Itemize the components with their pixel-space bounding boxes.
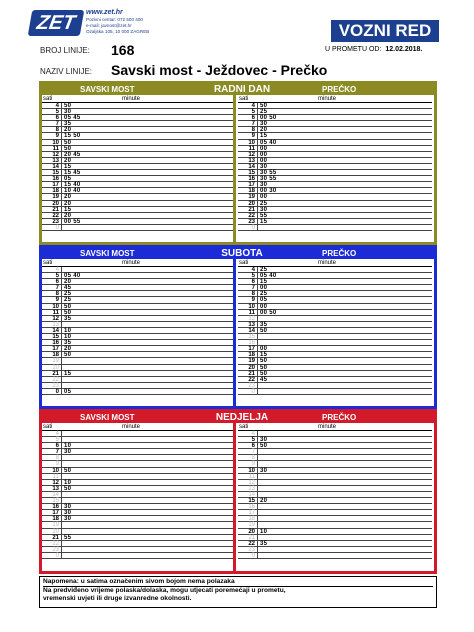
hour-cell: 9 xyxy=(55,461,59,468)
hour-cell: 9 xyxy=(251,461,255,468)
hour-cell: 15 xyxy=(248,170,255,177)
minutes-cell: 25 xyxy=(260,200,268,207)
minutes-cell: 30 55 xyxy=(260,176,277,183)
hour-cell: 11 xyxy=(248,309,255,316)
hour-cell: 10 xyxy=(248,467,255,474)
timetable-left xyxy=(42,95,236,242)
hour-cell: 18 xyxy=(52,188,59,195)
hour-cell: 10 xyxy=(248,303,255,310)
hour-cell: 21 xyxy=(248,370,255,377)
minutes-cell: 05 40 xyxy=(260,273,277,280)
minutes-cell: 50 xyxy=(64,467,72,474)
minutes-cell: 00 50 xyxy=(260,115,277,122)
minutes-cell: 30 xyxy=(64,449,72,456)
hour-cell: 8 xyxy=(251,455,255,462)
hour-cell: 0 xyxy=(55,388,59,395)
hour-cell: 14 xyxy=(248,163,255,170)
page-title: VOZNI RED xyxy=(331,20,439,42)
minutes-cell: 20 xyxy=(64,212,72,219)
hour-cell: 17 xyxy=(248,182,255,189)
hour-cell: 12 xyxy=(52,479,59,486)
hour-cell: 13 xyxy=(52,157,59,164)
hour-cell: 12 xyxy=(52,151,59,158)
row-divider xyxy=(257,225,258,231)
minutes-cell: 30 xyxy=(64,510,72,517)
minutes-cell: 35 xyxy=(64,121,72,128)
hour-cell: 6 xyxy=(55,115,59,122)
minutes-cell: 20 xyxy=(260,498,268,505)
hour-cell: 13 xyxy=(248,485,255,492)
hour-cell: 18 xyxy=(52,516,59,523)
minutes-cell: 00 50 xyxy=(260,309,277,316)
hour-cell: 8 xyxy=(55,455,59,462)
minutes-cell: 50 xyxy=(64,303,72,310)
minutes-cell: 30 55 xyxy=(260,170,277,177)
minutes-cell: 25 xyxy=(64,291,72,298)
hour-cell: 13 xyxy=(248,321,255,328)
minutes-cell: 25 xyxy=(64,297,72,304)
hour-cell: 15 xyxy=(52,334,59,341)
website-link[interactable]: www.zet.hr xyxy=(86,9,123,16)
day-type-title: SUBOTA xyxy=(221,248,263,259)
hour-cell: 11 xyxy=(248,145,255,152)
hour-cell: 7 xyxy=(55,121,59,128)
hour-cell: 14 xyxy=(52,491,59,498)
valid-from-label: U PROMETU OD: xyxy=(325,46,382,53)
hour-cell: 19 xyxy=(248,358,255,365)
hour-cell: 12 xyxy=(248,479,255,486)
hour-cell: 12 xyxy=(248,151,255,158)
minutes-cell: 10 40 xyxy=(64,188,81,195)
minutes-cell: 00 xyxy=(260,285,268,292)
section-header xyxy=(42,248,434,259)
minutes-cell: 15 xyxy=(260,133,268,140)
hour-cell: 9 xyxy=(55,297,59,304)
day-type-title: RADNI DAN xyxy=(213,84,271,95)
hour-cell: 20 xyxy=(52,200,59,207)
hour-cell: 19 xyxy=(248,522,255,529)
minutes-cell: 25 xyxy=(260,109,268,116)
minutes-cell: 00 xyxy=(260,194,268,201)
hour-cell: 21 xyxy=(52,206,59,213)
hour-cell: 0 xyxy=(251,224,255,231)
minutes-column-label: minute xyxy=(318,96,337,102)
minutes-cell: 15 xyxy=(260,352,268,359)
column-header xyxy=(42,95,233,103)
minutes-column-label: minute xyxy=(318,424,337,430)
hour-cell: 6 xyxy=(55,443,59,450)
section-saturday xyxy=(39,245,437,409)
minutes-cell: 15 50 xyxy=(64,133,81,140)
hour-cell: 17 xyxy=(52,182,59,189)
hour-cell: 8 xyxy=(55,291,59,298)
minutes-cell: 35 xyxy=(64,315,72,322)
hour-cell: 12 xyxy=(52,315,59,322)
hour-cell: 20 xyxy=(52,364,59,371)
hour-cell: 19 xyxy=(248,194,255,201)
hour-column-label: sati xyxy=(239,260,249,266)
timetable-row xyxy=(42,553,233,559)
hour-cell: 4 xyxy=(251,431,255,437)
minutes-cell: 50 xyxy=(260,443,268,450)
contact-email[interactable]: e-mail: javnost@zet.hr xyxy=(86,23,132,28)
minutes-column-label: minute xyxy=(122,96,141,102)
minutes-cell: 15 xyxy=(260,279,268,286)
minutes-cell: 15 45 xyxy=(64,170,81,177)
timetable-row xyxy=(238,225,432,231)
minutes-cell: 35 xyxy=(64,340,72,347)
minutes-cell: 30 xyxy=(64,504,72,511)
hour-cell: 6 xyxy=(251,115,255,122)
hour-cell: 13 xyxy=(52,485,59,492)
left-stop-name: SAVSKI MOST xyxy=(80,249,135,258)
hour-cell: 11 xyxy=(248,473,255,480)
minutes-cell: 05 xyxy=(64,388,72,395)
hour-cell: 4 xyxy=(55,103,59,109)
hour-cell: 10 xyxy=(52,467,59,474)
hour-cell: 9 xyxy=(55,133,59,140)
minutes-cell: 30 xyxy=(260,467,268,474)
right-stop-name: PREČKO xyxy=(322,413,357,422)
minutes-cell: 20 xyxy=(64,157,72,164)
hour-cell: 23 xyxy=(248,382,255,389)
hour-cell: 13 xyxy=(52,321,59,328)
minutes-cell: 50 xyxy=(260,103,268,109)
hour-cell: 16 xyxy=(248,340,255,347)
minutes-cell: 20 xyxy=(64,279,72,286)
hour-cell: 6 xyxy=(251,279,255,286)
column-header xyxy=(42,259,233,267)
hour-column-label: sati xyxy=(239,96,249,102)
minutes-cell: 50 xyxy=(260,364,268,371)
minutes-cell: 10 xyxy=(64,479,72,486)
minutes-cell: 55 xyxy=(260,212,268,219)
minutes-cell: 30 xyxy=(260,163,268,170)
hour-cell: 17 xyxy=(52,510,59,517)
minutes-cell: 50 xyxy=(64,145,72,152)
timetable-row xyxy=(238,553,432,559)
timetable-row xyxy=(238,389,432,395)
hour-cell: 17 xyxy=(52,346,59,353)
timetable-right xyxy=(238,259,432,406)
minutes-cell: 55 xyxy=(64,534,72,541)
minutes-cell: 20 xyxy=(64,200,72,207)
hour-cell: 7 xyxy=(55,449,59,456)
hour-cell: 18 xyxy=(52,352,59,359)
hour-column-label: sati xyxy=(43,96,53,102)
hour-cell: 7 xyxy=(251,449,255,456)
minutes-cell: 10 xyxy=(64,443,72,450)
hour-cell: 6 xyxy=(251,443,255,450)
minutes-cell: 20 45 xyxy=(64,151,81,158)
hour-cell: 18 xyxy=(248,516,255,523)
hour-cell: 21 xyxy=(248,206,255,213)
minutes-cell: 20 xyxy=(64,346,72,353)
hour-cell: 11 xyxy=(52,145,59,152)
minutes-cell: 00 xyxy=(260,303,268,310)
minutes-cell: 00 xyxy=(260,346,268,353)
hour-column-label: sati xyxy=(43,260,53,266)
hour-cell: 23 xyxy=(52,546,59,553)
minutes-cell: 05 40 xyxy=(260,139,277,146)
minutes-cell: 50 xyxy=(260,358,268,365)
route-number-label: BROJ LINIJE: xyxy=(40,46,90,55)
hour-cell: 4 xyxy=(55,431,59,437)
timetable-left xyxy=(42,259,236,406)
column-header xyxy=(238,95,432,103)
hour-cell: 4 xyxy=(251,267,255,273)
timetable-right xyxy=(238,423,432,571)
minutes-cell: 30 xyxy=(260,182,268,189)
hour-cell: 8 xyxy=(251,127,255,134)
minutes-cell: 00 xyxy=(260,145,268,152)
hour-cell: 7 xyxy=(55,285,59,292)
row-divider xyxy=(61,225,62,231)
contact-phone: Pozivni centar: 072 500 400 xyxy=(86,17,143,22)
minutes-cell: 05 xyxy=(64,176,72,183)
hour-cell: 14 xyxy=(248,491,255,498)
minutes-cell: 50 xyxy=(64,139,72,146)
right-stop-name: PREČKO xyxy=(322,249,357,258)
section-header xyxy=(42,412,434,423)
minutes-cell: 20 xyxy=(64,127,72,134)
hour-cell: 15 xyxy=(52,170,59,177)
note-disruptions-1: Na predviđeno vrijeme polaska/dolaska, mogu utjecati poremećaji u prometu, xyxy=(43,586,286,594)
hour-cell: 0 xyxy=(55,224,59,231)
minutes-cell: 00 xyxy=(260,157,268,164)
hour-column-label: sati xyxy=(43,424,53,430)
hour-cell: 5 xyxy=(55,109,59,116)
hour-cell: 16 xyxy=(248,504,255,511)
hour-cell: 5 xyxy=(251,437,255,444)
hour-cell: 10 xyxy=(52,139,59,146)
minutes-cell: 45 xyxy=(260,376,268,383)
hour-cell: 21 xyxy=(52,534,59,541)
minutes-cell: 30 xyxy=(64,109,72,116)
row-divider xyxy=(61,389,62,395)
hour-cell: 17 xyxy=(248,510,255,517)
minutes-cell: 30 xyxy=(260,121,268,128)
route-name-label: NAZIV LINIJE: xyxy=(40,67,93,76)
minutes-cell: 30 xyxy=(260,206,268,213)
minutes-cell: 10 xyxy=(260,528,268,535)
hour-cell: 18 xyxy=(248,352,255,359)
hour-cell: 21 xyxy=(52,370,59,377)
column-header xyxy=(42,423,233,431)
hour-cell: 15 xyxy=(52,498,59,505)
hour-cell: 18 xyxy=(248,188,255,195)
hour-cell: 5 xyxy=(55,273,59,280)
hour-cell: 0 xyxy=(55,552,59,559)
minutes-cell: 50 xyxy=(64,485,72,492)
hour-cell: 21 xyxy=(248,534,255,541)
minutes-cell: 20 xyxy=(64,194,72,201)
valid-from-date: 12.02.2018. xyxy=(385,46,423,53)
minutes-cell: 50 xyxy=(260,370,268,377)
minutes-cell: 05 45 xyxy=(64,115,81,122)
contact-address: Ozaljska 105, 10 000 ZAGREB xyxy=(86,29,150,34)
timetable-right xyxy=(238,95,432,242)
hour-cell: 4 xyxy=(55,267,59,273)
note-disruptions-2: vremenski uvjeti ili druge izvanredne okolnosti. xyxy=(43,594,192,602)
minutes-cell: 15 xyxy=(64,206,72,213)
hour-cell: 23 xyxy=(248,218,255,225)
minutes-cell: 30 xyxy=(260,437,268,444)
hour-cell: 14 xyxy=(52,163,59,170)
route-name: Savski most - Ježdovec - Prečko xyxy=(111,62,328,78)
hour-cell: 12 xyxy=(248,315,255,322)
minutes-column-label: minute xyxy=(318,260,337,266)
hour-cell: 23 xyxy=(52,382,59,389)
left-stop-name: SAVSKI MOST xyxy=(80,413,135,422)
day-type-title: NEDJELJA xyxy=(215,412,269,423)
hour-cell: 23 xyxy=(248,546,255,553)
minutes-cell: 45 xyxy=(64,285,72,292)
hour-cell: 20 xyxy=(248,528,255,535)
row-divider xyxy=(257,553,258,559)
left-stop-name: SAVSKI MOST xyxy=(80,85,135,94)
minutes-cell: 05 40 xyxy=(64,273,81,280)
hour-cell: 22 xyxy=(248,212,255,219)
hour-cell: 19 xyxy=(52,522,59,529)
hour-cell: 22 xyxy=(248,540,255,547)
hour-cell: 7 xyxy=(251,285,255,292)
hour-cell: 20 xyxy=(248,200,255,207)
minutes-column-label: minute xyxy=(122,260,141,266)
timetable-left xyxy=(42,423,236,571)
route-number: 168 xyxy=(111,42,135,58)
hour-cell: 22 xyxy=(52,540,59,547)
minutes-cell: 15 xyxy=(260,218,268,225)
note-gray-hours: Napomena: u satima označenim sivom bojom nema polazaka xyxy=(43,578,433,587)
column-header xyxy=(238,423,432,431)
minutes-cell: 35 xyxy=(260,540,268,547)
hour-cell: 7 xyxy=(251,121,255,128)
hour-cell: 6 xyxy=(55,279,59,286)
notes-box xyxy=(39,576,437,608)
section-weekday xyxy=(39,81,437,245)
hour-cell: 22 xyxy=(248,376,255,383)
minutes-cell: 10 xyxy=(64,327,72,334)
minutes-cell: 35 xyxy=(260,321,268,328)
hour-cell: 5 xyxy=(55,437,59,444)
minutes-cell: 00 xyxy=(260,151,268,158)
hour-cell: 5 xyxy=(251,109,255,116)
contact-info xyxy=(86,9,166,35)
minutes-cell: 20 xyxy=(260,127,268,134)
hour-cell: 4 xyxy=(251,103,255,109)
hour-cell: 19 xyxy=(52,194,59,201)
minutes-cell: 25 xyxy=(260,291,268,298)
minutes-cell: 00 55 xyxy=(64,218,81,225)
hour-cell: 15 xyxy=(248,498,255,505)
minutes-cell: 50 xyxy=(64,309,72,316)
valid-from xyxy=(325,46,422,53)
hour-cell: 16 xyxy=(52,176,59,183)
hour-cell: 13 xyxy=(248,157,255,164)
hour-cell: 20 xyxy=(52,528,59,535)
hour-cell: 5 xyxy=(251,273,255,280)
timetable-row xyxy=(42,225,233,231)
row-divider xyxy=(257,389,258,395)
hour-cell: 10 xyxy=(248,139,255,146)
hour-cell: 22 xyxy=(52,212,59,219)
hour-cell: 10 xyxy=(52,303,59,310)
hour-cell: 8 xyxy=(55,127,59,134)
section-header xyxy=(42,84,434,95)
zet-logo: ZET xyxy=(28,10,85,36)
minutes-column-label: minute xyxy=(122,424,141,430)
minutes-cell: 50 xyxy=(64,352,72,359)
hour-cell: 19 xyxy=(52,358,59,365)
hour-cell: 9 xyxy=(251,133,255,140)
minutes-cell: 15 xyxy=(64,163,72,170)
hour-cell: 8 xyxy=(251,291,255,298)
column-header xyxy=(238,259,432,267)
hour-cell: 23 xyxy=(52,218,59,225)
minutes-cell: 25 xyxy=(260,267,268,273)
right-stop-name: PREČKO xyxy=(322,85,357,94)
timetable-row xyxy=(42,389,233,395)
hour-cell: 11 xyxy=(52,309,59,316)
hour-cell: 0 xyxy=(251,552,255,559)
minutes-cell: 05 xyxy=(260,297,268,304)
hour-cell: 17 xyxy=(248,346,255,353)
hour-cell: 20 xyxy=(248,364,255,371)
hour-column-label: sati xyxy=(239,424,249,430)
minutes-cell: 50 xyxy=(64,103,72,109)
hour-cell: 14 xyxy=(52,327,59,334)
hour-cell: 22 xyxy=(52,376,59,383)
minutes-cell: 30 xyxy=(64,516,72,523)
hour-cell: 16 xyxy=(248,176,255,183)
hour-cell: 0 xyxy=(251,388,255,395)
minutes-cell: 15 40 xyxy=(64,182,81,189)
hour-cell: 14 xyxy=(248,327,255,334)
row-divider xyxy=(61,553,62,559)
minutes-cell: 15 xyxy=(64,370,72,377)
hour-cell: 16 xyxy=(52,340,59,347)
hour-cell: 15 xyxy=(248,334,255,341)
section-sunday xyxy=(39,409,437,574)
minutes-cell: 50 xyxy=(260,327,268,334)
hour-cell: 11 xyxy=(52,473,59,480)
hour-cell: 16 xyxy=(52,504,59,511)
hour-cell: 9 xyxy=(251,297,255,304)
minutes-cell: 00 30 xyxy=(260,188,277,195)
minutes-cell: 10 xyxy=(64,334,72,341)
